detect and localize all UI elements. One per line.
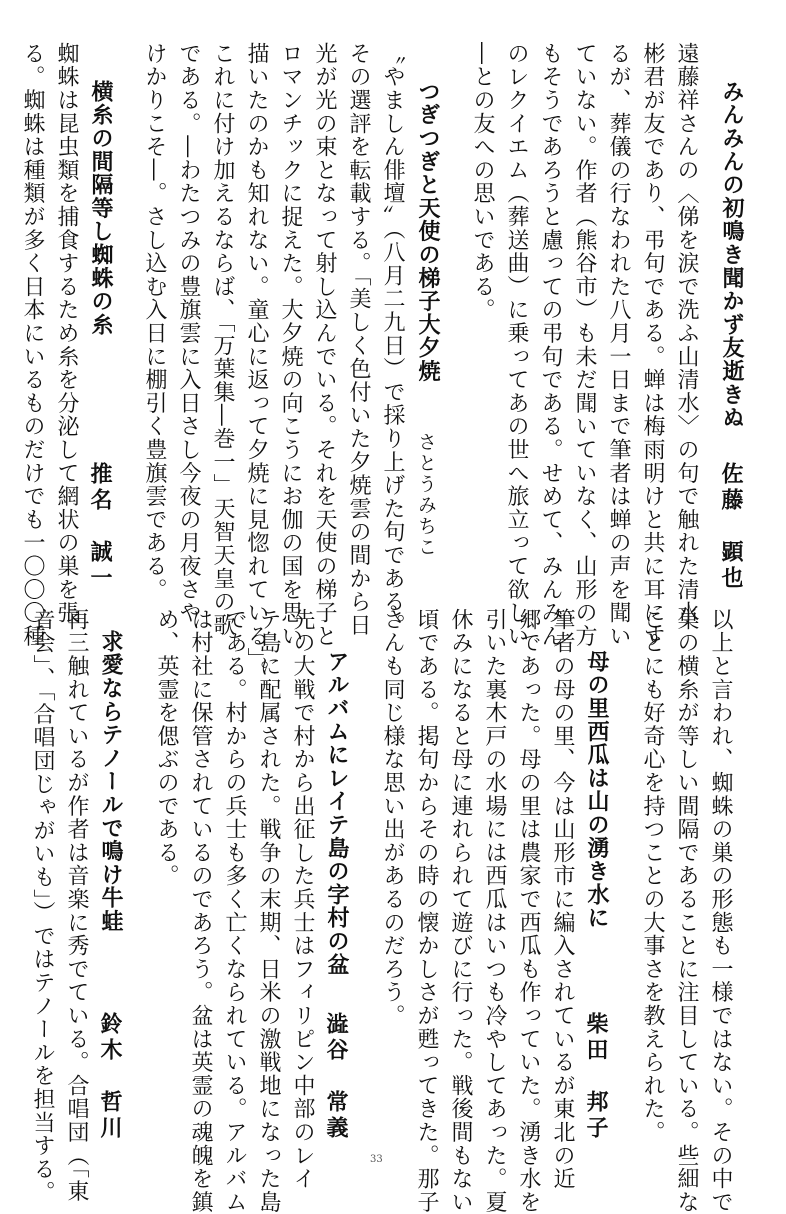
- essay1-line-3: るが、葬儀の行なわれた八月一日まで筆者は蝉の声を聞い: [606, 42, 631, 648]
- essay3-line-2: る。蜘蛛は種類が多く日本にいるものだけでも一〇〇〇種: [20, 42, 45, 648]
- essay2-author: さとうみちこ: [415, 432, 437, 558]
- essay5-line-5: め、英霊を偲ぶのである。: [154, 608, 179, 888]
- essay2-line-4: ロマンチックに捉えた。大夕焼の向こうにお伽の国を思い: [278, 42, 303, 648]
- essay4-line-4: 休みになると母に連れられて遊びに行った。戦後間もない: [448, 608, 473, 1214]
- essay2-line-8: けかりこそ―。さし込む入日に棚引く豊旗雲である。: [142, 42, 167, 602]
- essay3-cont-line-3: ことにも好奇心を持つことの大事さを教えられた。: [640, 608, 665, 1144]
- essay1-line-2: 彬君が友であり、弔句である。蝉は梅雨明けと共に耳にす: [640, 42, 665, 648]
- essay1-line-4: ていない。作者（熊谷市）も未だ聞いていなく、山形の方: [572, 42, 597, 648]
- essay5-line-2: テ島に配属された。戦争の末期、日米の激戦地になった島: [256, 608, 281, 1214]
- essay6-line-2: 音会」、「合唱団じゃがいも」）ではテノールを担当する。: [30, 608, 55, 1205]
- essay4-author: 柴田 邦子: [583, 1012, 608, 1142]
- essay6-title: 求愛ならテノールで鳴け牛蛙: [98, 630, 123, 933]
- essay1-line-5: もそうであろうと慮っての弔句である。せめて、みんみん: [538, 42, 563, 648]
- essay1-line-7: ―との友への思いである。: [470, 42, 495, 322]
- page-number: 33: [370, 1154, 383, 1165]
- essay2-title: つぎつぎと天使の梯子大夕焼: [415, 80, 440, 383]
- essay3-line-1: 蜘蛛は昆虫類を捕食するため糸を分泌して網状の巣を張: [54, 42, 79, 625]
- essay2-line-5: 描いたのかも知れない。童心に返って夕焼に見惚れている」。: [244, 42, 269, 684]
- essay4-line-1: 筆者の母の里、今は山形市に編入されているが東北の近: [550, 608, 575, 1191]
- essay1-author: 佐藤 顕也: [718, 462, 743, 592]
- essay5-title: アルバムにレイテ島の字村の盆: [324, 650, 349, 977]
- essay3-author: 推名 誠一: [87, 462, 112, 592]
- essay2-line-3: 光が光の束となって射し込んでいる。それを天使の梯子と: [312, 42, 337, 648]
- essay2-line-6: これに付け加えるならば、「万葉集―巻一」天智天皇の歌: [210, 42, 235, 637]
- essay3-cont-line-2: 巣の横糸が等しい間隔であることに注目している。些細な: [674, 608, 699, 1214]
- essay1-line-6: のレクイエム（葬送曲）に乗ってあの世へ旅立って欲しい: [504, 42, 529, 648]
- essay1-line-1: 遠藤祥さんの〈俤を涙で洗ふ山清水〉の句で触れた清水: [674, 42, 699, 625]
- essay2-line-2: その選評を転載する。「美しく色付いた夕焼雲の間から日: [346, 42, 371, 637]
- essay5-line-1: 先の大戦で村から出征した兵士はフィリピン中部のレイ: [290, 608, 315, 1191]
- essay4-line-5: 頃である。掲句からその時の懐かしさが甦ってきた。那子: [414, 608, 439, 1214]
- essay1-title: みんみんの初鳴き聞かず友逝きぬ: [719, 80, 744, 430]
- essay2-line-7: である。―わたつみの豊旗雲に入日さし今夜の月夜さや: [176, 42, 201, 625]
- essay4-line-2: 郷であった。母の里は農家で西瓜も作っていた。湧き水を: [516, 608, 541, 1214]
- essay5-author: 澁谷 常義: [323, 1012, 348, 1142]
- essay6-author: 鈴木 哲川: [97, 1012, 122, 1142]
- essay4-line-6: さんも同じ様な思い出があるのだろう。: [380, 608, 405, 1028]
- essay3-cont-line-1: 以上と言われ、蜘蛛の巣の形態も一様ではない。その中で: [708, 608, 733, 1214]
- essay5-line-4: は村社に保管されているのであろう。盆は英霊の魂魄を鎮: [188, 608, 213, 1214]
- essay2-line-1: 〝やましん俳壇〟（八月二九日）で採り上げた句である。: [380, 42, 405, 637]
- essay5-line-3: である。村からの兵士も多く亡くなられている。アルバム: [222, 608, 247, 1214]
- essay4-title: 母の里西瓜は山の湧き水に: [584, 650, 609, 930]
- essay3-title: 横糸の間隔等し蜘蛛の糸: [88, 80, 113, 337]
- essay6-line-1: 再三触れているが作者は音楽に秀でている。合唱団（「東: [64, 608, 89, 1203]
- essay4-line-3: 引いた裏木戸の水場には西瓜はいつも冷やしてあった。夏: [482, 608, 507, 1214]
